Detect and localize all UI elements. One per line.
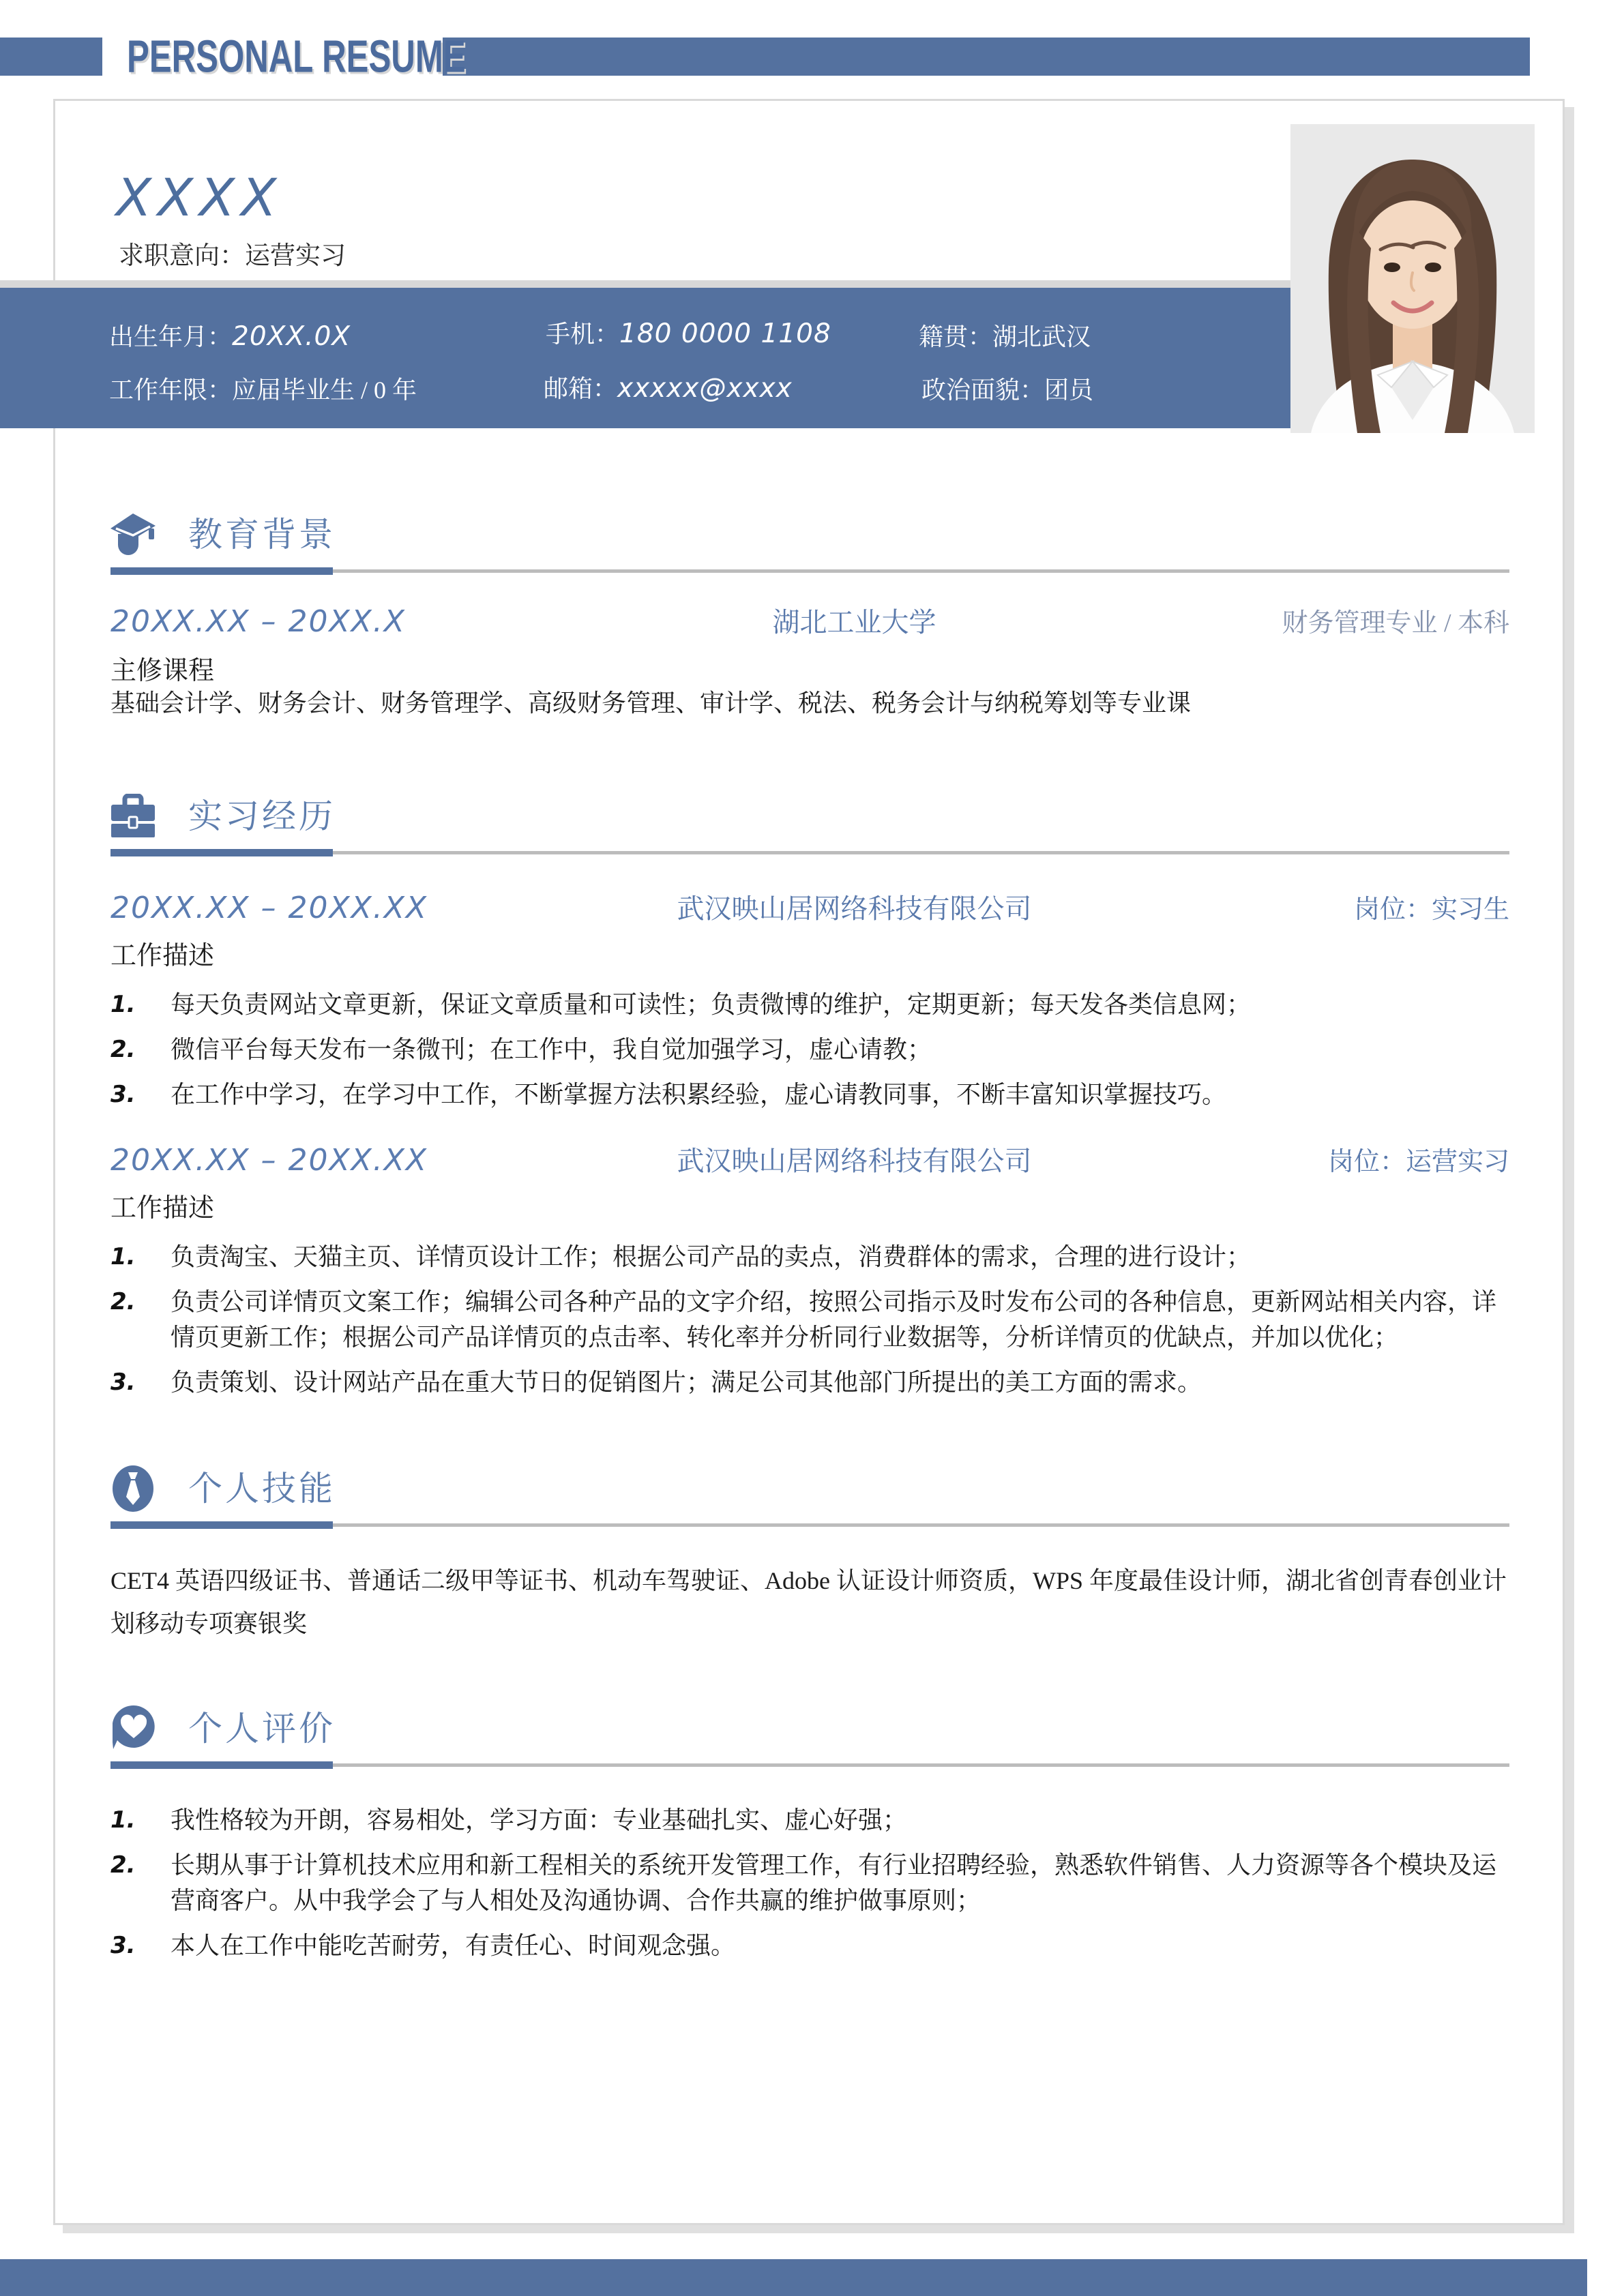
list-item: 1. 每天负责网站文章更新，保证文章质量和可读性；负责微博的维护，定期更新；每天发各类信息网； xyxy=(110,991,1252,1018)
header-accent-left xyxy=(0,38,102,76)
profile-photo xyxy=(1290,124,1535,433)
section-title: 实习经历 xyxy=(188,797,336,835)
candidate-name: XXXX xyxy=(116,167,283,228)
list-item: 3. 负责策划、设计网站产品在重大节日的促销图片；满足公司其他部门所提出的美工方面的需求。 xyxy=(110,1369,1202,1396)
list-item: 1. 负责淘宝、天猫主页、详情页设计工作；根据公司产品的卖点，消费群体的需求，合理的进行设计； xyxy=(110,1243,1252,1270)
education-period: 20XX.XX – 20XX.X xyxy=(110,604,406,639)
briefcase-icon xyxy=(110,793,160,839)
courses-label: 主修课程 xyxy=(110,657,215,685)
company-name: 武汉映山居网络科技有限公司 xyxy=(677,1146,1032,1176)
company-name: 武汉映山居网络科技有限公司 xyxy=(677,893,1032,924)
footer-accent-bar xyxy=(0,2259,1587,2296)
job-row xyxy=(110,887,1509,926)
job-position: 岗位：运营实习 xyxy=(1327,1148,1509,1176)
job-desc-label: 工作描述 xyxy=(110,942,215,970)
section-underline xyxy=(110,849,1509,857)
list-item: 1. 我性格较为开朗，容易相处，学习方面：专业基础扎实、虚心好强； xyxy=(110,1806,908,1834)
info-bar-shadow xyxy=(0,280,1290,288)
job-desc-list xyxy=(110,1239,1509,1400)
section-underline xyxy=(110,1521,1509,1530)
tie-badge-icon xyxy=(110,1465,160,1512)
section-title: 个人评价 xyxy=(188,1710,336,1748)
section-title: 个人技能 xyxy=(188,1470,336,1508)
list-item: 3. 本人在工作中能吃苦耐劳，有责任心、时间观念强。 xyxy=(110,1932,736,1959)
education-row xyxy=(110,601,1509,640)
section-underline xyxy=(110,567,1509,576)
document-title: PERSONAL RESUME xyxy=(127,30,466,82)
job-period: 20XX.XX – 20XX.XX xyxy=(110,1143,428,1178)
section-evaluation xyxy=(110,1705,1509,1963)
section-experience xyxy=(110,793,1509,1400)
info-field-email: 邮箱：xxxxx@xxxx xyxy=(544,373,793,404)
skills-header xyxy=(110,1465,1509,1512)
heart-badge-icon xyxy=(110,1705,160,1752)
info-field-experience-years: 工作年限：应届毕业生 / 0 年 xyxy=(109,376,417,404)
school-name: 湖北工业大学 xyxy=(772,607,936,638)
job-objective xyxy=(119,235,346,271)
job-position: 岗位：实习生 xyxy=(1353,895,1509,924)
info-field-phone: 手机：180 0000 1108 xyxy=(546,318,831,349)
job-desc-list xyxy=(110,987,1509,1112)
objective-value: 运营实习 xyxy=(245,242,346,270)
education-header xyxy=(110,511,1509,558)
header-accent-right xyxy=(443,38,1530,76)
evaluation-list xyxy=(110,1802,1509,1963)
section-skills xyxy=(110,1465,1509,1645)
skills-text: CET4 英语四级证书、普通话二级甲等证书、机动车驾驶证、Adobe 认证设计师资质，WPS 年度最佳设计师，湖北省创青春创业计划移动专项赛银奖 xyxy=(110,1567,1507,1637)
personal-info-bar xyxy=(0,288,1290,428)
major-degree: 财务管理专业 / 本科 xyxy=(1282,609,1509,638)
evaluation-header xyxy=(110,1705,1509,1752)
section-education xyxy=(110,511,1509,719)
courses-text: 基础会计学、财务会计、财务管理学、高级财务管理、审计学、税法、税务会计与纳税筹划等专业课 xyxy=(110,689,1192,717)
list-item: 2. 长期从事于计算机技术应用和新工程相关的系统开发管理工作，有行业招聘经验，熟悉软件销售、人力资源等各个模块及运营商客户。从中我学会了与人相处及沟通协调、合作共赢的维护做事原则； xyxy=(110,1851,1497,1914)
section-underline xyxy=(110,1761,1509,1770)
resume-content xyxy=(110,511,1509,1973)
objective-label: 求职意向： xyxy=(119,242,245,270)
info-field-political-status: 政治面貌：团员 xyxy=(921,376,1094,404)
experience-header xyxy=(110,793,1509,839)
list-item: 2. 微信平台每天发布一条微刊；在工作中，我自觉加强学习，虚心请教； xyxy=(110,1036,932,1063)
section-title: 教育背景 xyxy=(188,516,336,554)
job-row xyxy=(110,1139,1509,1178)
list-item: 2. 负责公司详情页文案工作；编辑公司各种产品的文字介绍，按照公司指示及时发布公司的各种信息，更新网站相关内容，详情页更新工作；根据公司产品详情页的点击率、转化率并分析同行业数据等，分析详情页的优缺点，并加以优化； xyxy=(110,1288,1497,1351)
job-desc-label: 工作描述 xyxy=(110,1194,215,1223)
job-period: 20XX.XX – 20XX.XX xyxy=(110,891,428,925)
info-field-birth: 出生年月：20XX.0X xyxy=(109,321,351,352)
portrait-illustration xyxy=(1290,124,1535,433)
list-item: 3. 在工作中学习，在学习中工作，不断掌握方法积累经验，虚心请教同事，不断丰富知识掌握技巧。 xyxy=(110,1081,1227,1108)
graduation-cap-icon xyxy=(110,511,160,558)
info-field-hometown: 籍贯：湖北武汉 xyxy=(919,323,1091,351)
